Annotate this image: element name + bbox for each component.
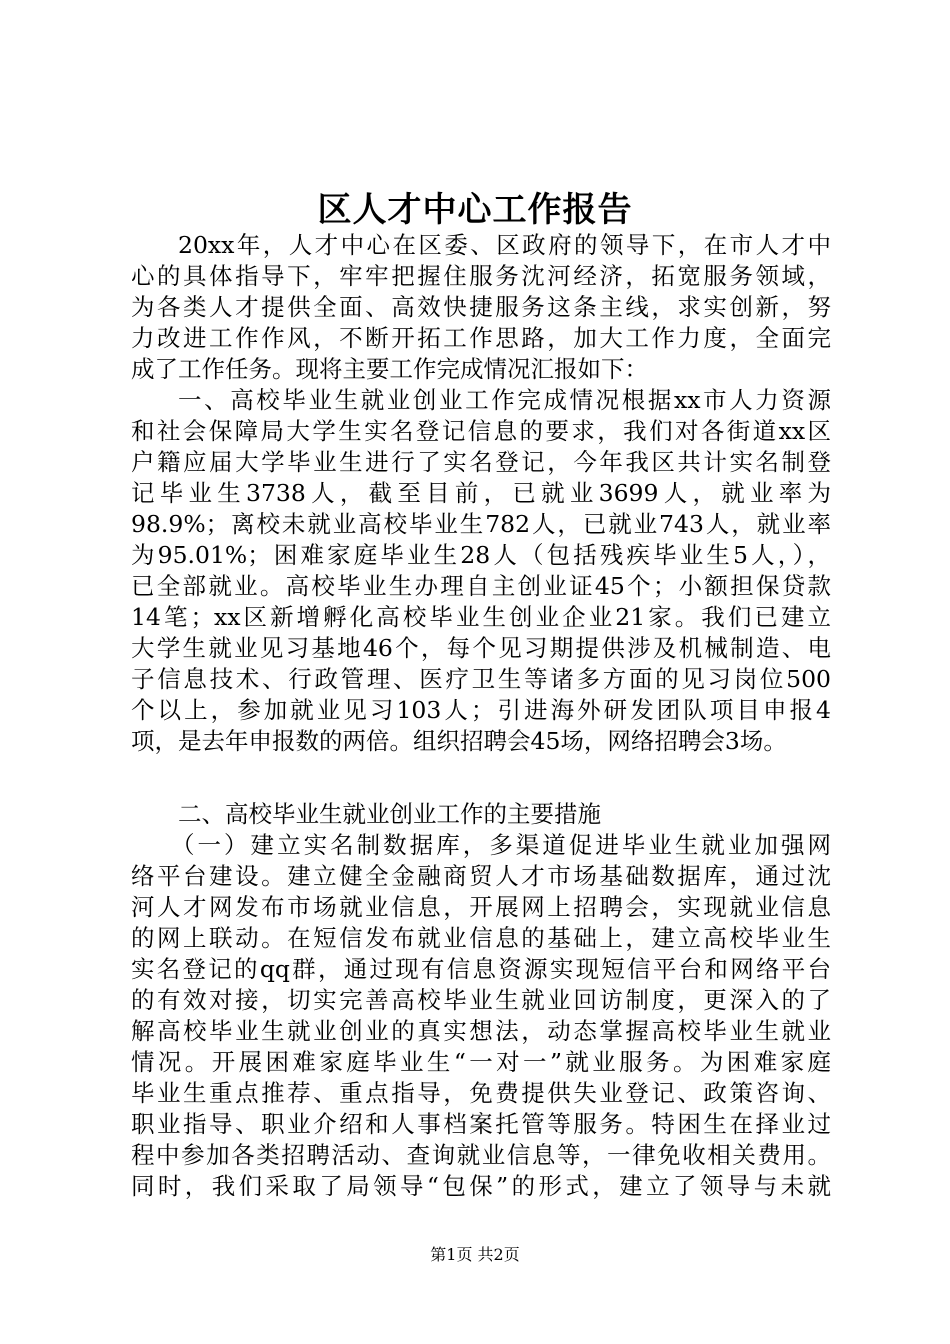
paragraph-line: （一）建立实名制数据库，多渠道促进毕业生就业加强网 — [171, 831, 831, 859]
section-heading: 二、高校毕业生就业创业工作的主要措施 — [178, 800, 601, 828]
document-title: 区人才中心工作报告 — [317, 190, 633, 230]
paragraph-line: 14笔；xx区新增孵化高校毕业生创业企业21家。我们已建立 — [131, 603, 831, 631]
paragraph-line: 为各类人才提供全面、高效快捷服务这条主线，求实创新，努 — [131, 293, 831, 321]
paragraph-line: 记毕业生3738人，截至目前，已就业3699人，就业率为 — [131, 479, 831, 507]
paragraph-line: 河人才网发布市场就业信息，开展网上招聘会，实现就业信息 — [131, 893, 831, 921]
paragraph-line: 子信息技术、行政管理、医疗卫生等诸多方面的见习岗位500 — [131, 665, 831, 693]
paragraph-spacer — [131, 757, 831, 799]
paragraph-line: 情况。开展困难家庭毕业生“一对一”就业服务。为困难家庭 — [131, 1048, 831, 1076]
paragraph-line: 和社会保障局大学生实名登记信息的要求，我们对各街道xx区 — [131, 417, 831, 445]
paragraph-line: 职业指导、职业介绍和人事档案托管等服务。特困生在择业过 — [131, 1110, 831, 1138]
paragraph-line: 心的具体指导下，牢牢把握住服务沈河经济，拓宽服务领域， — [131, 262, 831, 290]
paragraph-line: 项，是去年申报数的两倍。组织招聘会45场，网络招聘会3场。 — [131, 727, 787, 755]
paragraph-line: 程中参加各类招聘活动、查询就业信息等，一律免收相关费用。 — [131, 1141, 831, 1169]
paragraph-line: 毕业生重点推荐、重点指导，免费提供失业登记、政策咨询、 — [131, 1079, 831, 1107]
paragraph-line: 的有效对接，切实完善高校毕业生就业回访制度，更深入的了 — [131, 986, 831, 1014]
paragraph-line: 解高校毕业生就业创业的真实想法，动态掌握高校毕业生就业 — [131, 1017, 831, 1045]
paragraph-line: 一、高校毕业生就业创业工作完成情况根据xx市人力资源 — [178, 386, 831, 414]
paragraph-line: 户籍应届大学毕业生进行了实名登记，今年我区共计实名制登 — [131, 448, 831, 476]
paragraph-line: 98.9%；离校未就业高校毕业生782人，已就业743人，就业率 — [131, 510, 831, 538]
paragraph-line: 成了工作任务。现将主要工作完成情况汇报如下： — [131, 355, 648, 383]
paragraph-line: 实名登记的qq群，通过现有信息资源实现短信平台和网络平台 — [131, 955, 831, 983]
paragraph-line: 20xx年，人才中心在区委、区政府的领导下，在市人才中 — [178, 231, 831, 259]
paragraph-line: 力改进工作作风，不断开拓工作思路，加大工作力度，全面完 — [131, 324, 831, 352]
paragraph-line: 的网上联动。在短信发布就业信息的基础上，建立高校毕业生 — [131, 924, 831, 952]
paragraph-line: 个以上，参加就业见习103人；引进海外研发团队项目申报4 — [131, 696, 831, 724]
document-body — [131, 230, 831, 1202]
paragraph-line: 络平台建设。建立健全金融商贸人才市场基础数据库，通过沈 — [131, 862, 831, 890]
paragraph-line: 大学生就业见习基地46个，每个见习期提供涉及机械制造、电 — [131, 634, 831, 662]
paragraph-line: 为95.01%；困难家庭毕业生28人（包括残疾毕业生5人，）， — [131, 541, 831, 569]
page-footer: 第1页 共2页 — [430, 1245, 520, 1264]
paragraph-line: 同时，我们采取了局领导“包保”的形式，建立了领导与未就 — [131, 1172, 831, 1200]
paragraph-line: 已全部就业。高校毕业生办理自主创业证45个；小额担保贷款 — [131, 572, 831, 600]
